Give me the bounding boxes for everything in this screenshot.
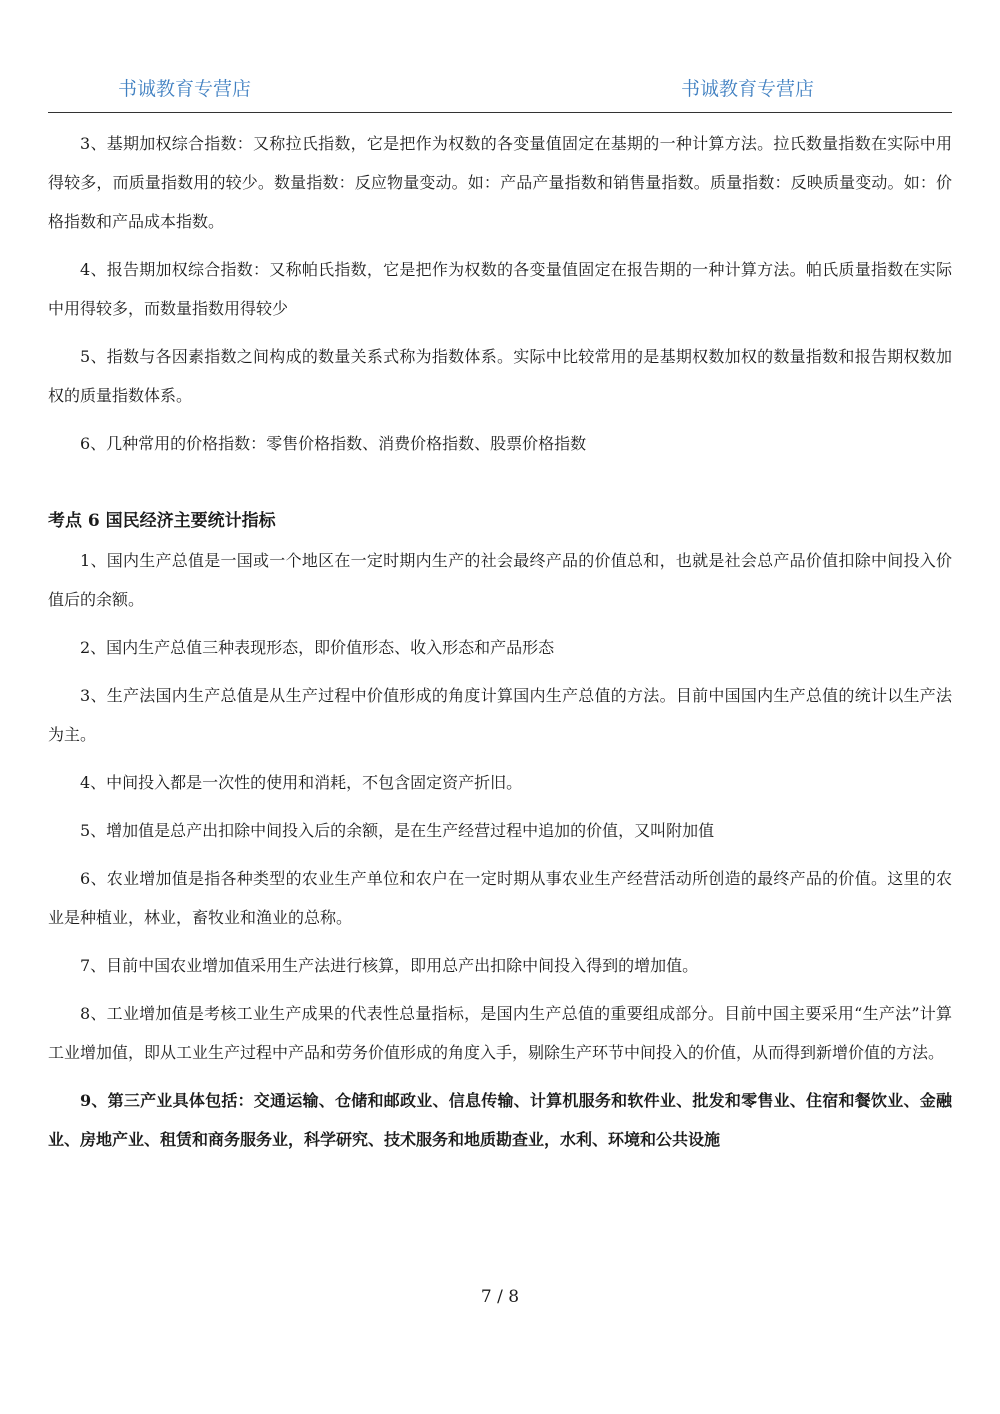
paragraph-index-4: 4、报告期加权综合指数：又称帕氏指数，它是把作为权数的各变量值固定在报告期的一种计算方法。帕氏质量指数在实际中用得较多，而数量指数用得较少 bbox=[48, 260, 952, 318]
paragraph-gdp-5: 5、增加值是总产出扣除中间投入后的余额，是在生产经营过程中追加的价值，又叫附加值 bbox=[80, 821, 715, 840]
paragraph-index-5: 5、指数与各因素指数之间构成的数量关系式称为指数体系。实际中比较常用的是基期权数加权的数量指数和报告期权数加权的质量指数体系。 bbox=[48, 347, 952, 405]
header-store-name-left: 书诚教育专营店 bbox=[118, 78, 252, 100]
paragraph-gdp-6: 6、农业增加值是指各种类型的农业生产单位和农户在一定时期从事农业生产经营活动所创造的最终产品的价值。这里的农业是种植业，林业，畜牧业和渔业的总称。 bbox=[48, 869, 952, 927]
paragraph-gdp-7: 7、目前中国农业增加值采用生产法进行核算，即用总产出扣除中间投入得到的增加值。 bbox=[80, 956, 699, 975]
paragraph-gdp-9: 9、第三产业具体包括：交通运输、仓储和邮政业、信息传输、计算机服务和软件业、批发和零售业、住宿和餐饮业、金融业、房地产业、租赁和商务服务业，科学研究、技术服务和地质勘查业，水利、环境和公共设施 bbox=[48, 1091, 952, 1149]
page-header bbox=[48, 68, 952, 113]
paragraph-index-6: 6、几种常用的价格指数：零售价格指数、消费价格指数、股票价格指数 bbox=[80, 434, 587, 453]
page-number: 7 / 8 bbox=[480, 1287, 520, 1307]
paragraph-gdp-3: 3、生产法国内生产总值是从生产过程中价值形成的角度计算国内生产总值的方法。目前中国国内生产总值的统计以生产法为主。 bbox=[48, 686, 952, 744]
header-store-name-right: 书诚教育专营店 bbox=[680, 78, 814, 100]
paragraph-index-3: 3、基期加权综合指数：又称拉氏指数，它是把作为权数的各变量值固定在基期的一种计算方法。拉氏数量指数在实际中用得较多，而质量指数用的较少。数量指数：反应物量变动。如：产品产量指数和销售量指数。质量指数：反映质量变动。如：价格指数和产品成本指数。 bbox=[48, 134, 952, 231]
paragraph-gdp-1: 1、国内生产总值是一国或一个地区在一定时期内生产的社会最终产品的价值总和，也就是社会总产品价值扣除中间投入价值后的余额。 bbox=[48, 551, 952, 609]
section-title: 考点 6 国民经济主要统计指标 bbox=[48, 511, 276, 531]
document-body bbox=[48, 124, 952, 1168]
paragraph-gdp-4: 4、中间投入都是一次性的使用和消耗，不包含固定资产折旧。 bbox=[80, 773, 523, 792]
paragraph-gdp-2: 2、国内生产总值三种表现形态，即价值形态、收入形态和产品形态 bbox=[80, 638, 555, 657]
paragraph-gdp-8: 8、工业增加值是考核工业生产成果的代表性总量指标，是国内生产总值的重要组成部分。目前中国主要采用“生产法”计算工业增加值，即从工业生产过程中产品和劳务价值形成的角度入手，剔除生产环节中间投入的价值，从而得到新增价值的方法。 bbox=[48, 1004, 952, 1062]
